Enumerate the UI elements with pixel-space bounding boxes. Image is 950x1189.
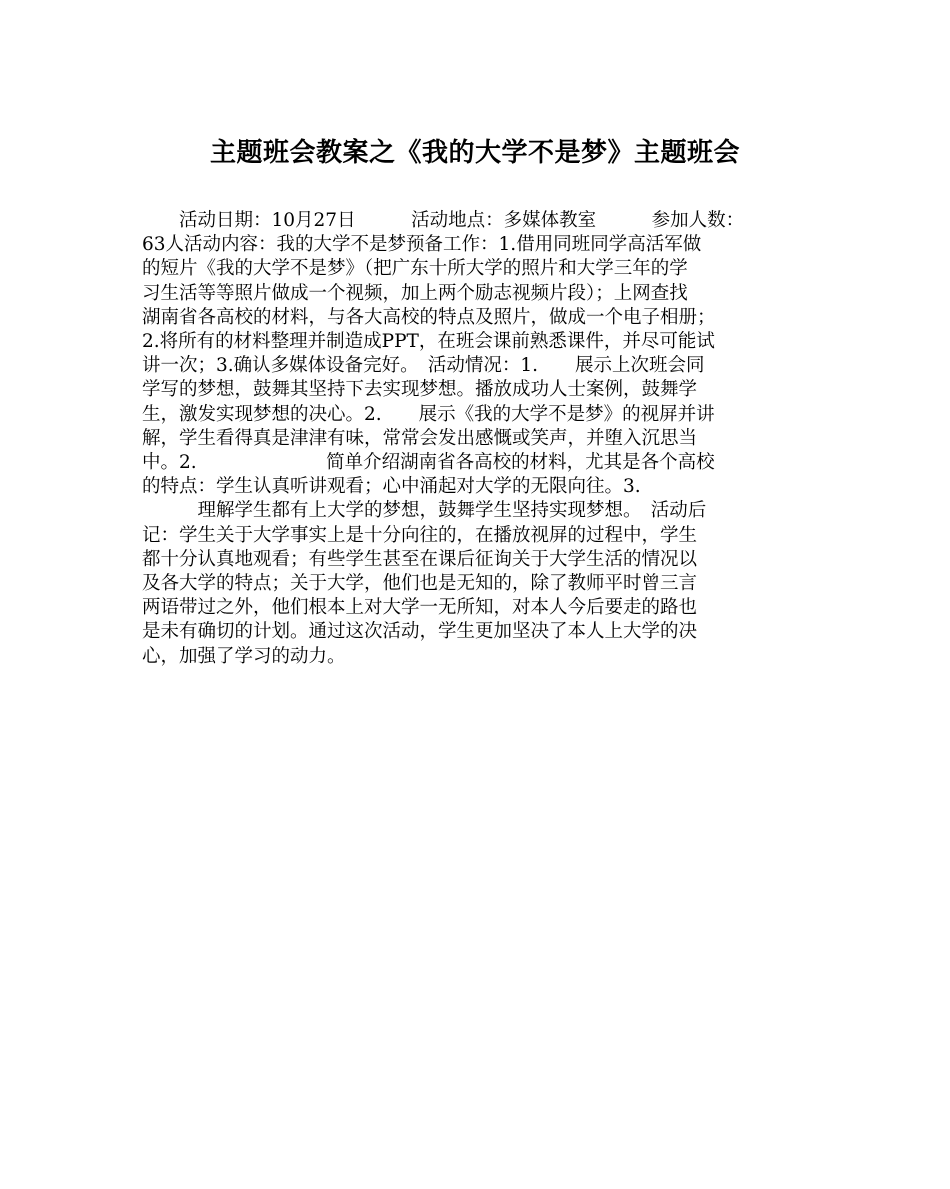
- body-line: 习生活等等照片做成一个视频，加上两个励志视频片段）；上网查找: [142, 282, 688, 304]
- document-title: 主题班会教案之《我的大学不是梦》主题班会: [209, 138, 740, 168]
- body-line: 讲一次；3.确认多媒体设备完好。 活动情况：1. 展示上次班会同: [142, 355, 705, 377]
- body-line: 2.将所有的材料整理并制造成PPT，在班会课前熟悉课件，并尽可能试: [142, 331, 715, 353]
- body-line: 理解学生都有上大学的梦想，鼓舞学生坚持实现梦想。 活动后: [142, 500, 707, 522]
- body-line: 是未有确切的计划。通过这次活动，学生更加坚决了本人上大学的决: [142, 621, 698, 643]
- body-line: 及各大学的特点；关于大学，他们也是无知的，除了教师平时曾三言: [142, 573, 698, 595]
- body-line: 记：学生关于大学事实上是十分向往的，在播放视屏的过程中，学生: [142, 524, 698, 546]
- body-line: 学写的梦想，鼓舞其坚持下去实现梦想。播放成功人士案例，鼓舞学: [142, 379, 698, 401]
- body-line: 生，激发实现梦想的决心。2. 展示《我的大学不是梦》的视屏并讲: [142, 403, 715, 425]
- body-line: 的特点：学生认真听讲观看；心中涌起对大学的无限向往。3.: [142, 476, 641, 498]
- body-line: 心，加强了学习的动力。: [142, 645, 346, 667]
- body-line: 解，学生看得真是津津有味，常常会发出感慨或笑声，并堕入沉思当: [142, 427, 698, 449]
- body-line: 63人活动内容：我的大学不是梦预备工作：1.借用同班同学高活军做: [142, 234, 702, 256]
- document-body: [142, 209, 822, 669]
- body-line: 都十分认真地观看；有些学生甚至在课后征询关于大学生活的情况以: [142, 548, 698, 570]
- body-line: 中。2. 简单介绍湖南省各高校的材料，尤其是各个高校: [142, 452, 715, 474]
- body-line: 活动日期：10月27日 活动地点：多媒体教室 参加人数：: [142, 210, 745, 231]
- body-line: 两语带过之外，他们根本上对大学一无所知，对本人今后要走的路也: [142, 597, 698, 619]
- body-line: 湖南省各高校的材料，与各大高校的特点及照片，做成一个电子相册；: [142, 306, 716, 328]
- body-line: 的短片《我的大学不是梦》（把广东十所大学的照片和大学三年的学: [142, 258, 688, 280]
